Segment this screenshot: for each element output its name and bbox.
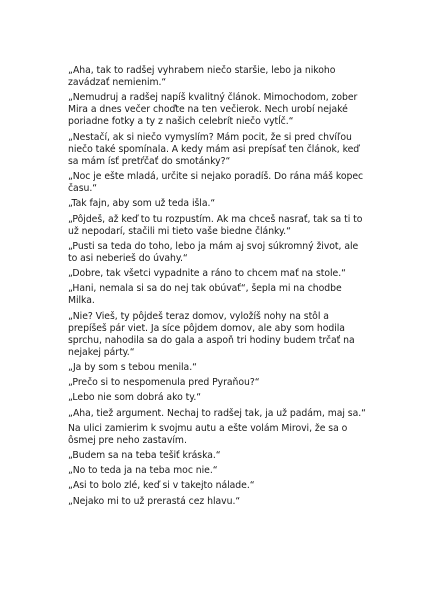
paragraph: „Prečo si to nespomenula pred Pyraňou?“ bbox=[68, 377, 260, 389]
paragraph: „Pôjdeš, až keď to tu rozpustím. Ak ma chceš nasrať, tak sa ti to už nepodarí, stačili mi tieto vaše biedne články.“ bbox=[68, 213, 363, 237]
paragraph: „Nemudruj a radšej napíš kvalitný článok. Mimochodom, zober Mira a dnes večer choďte na ten večierok. Nech urobí nejaké poriadne fotky a ty z našich celebrít niečo vytĺč.“ bbox=[68, 92, 358, 128]
paragraph: „Asi to bolo zlé, keď si v takejto nálade.“ bbox=[68, 480, 255, 492]
paragraph: „Aha, tiež argument. Nechaj to radšej tak, ja už padám, maj sa.“ bbox=[68, 407, 366, 419]
paragraph: „Lebo nie som dobrá ako ty.“ bbox=[68, 392, 202, 404]
paragraph: „Nestačí, ak si niečo vymyslím? Mám pocit, že si pred chvíľou niečo také spomínala. A kedy mám asi prepísať ten článok, keď sa mám ísť pretŕčať do smotánky?“ bbox=[68, 131, 360, 167]
paragraph: „Nejako mi to už prerastá cez hlavu.“ bbox=[68, 495, 241, 507]
paragraph: „Tak fajn, aby som už teda išla.“ bbox=[68, 198, 216, 210]
paragraph: „No to teda ja na teba moc nie.“ bbox=[68, 465, 218, 477]
paragraph: „Pusti sa teda do toho, lebo ja mám aj svoj súkromný život, ale to asi neberieš do úvahy.“ bbox=[68, 240, 359, 264]
paragraph: „Budem sa na teba tešiť kráska.“ bbox=[68, 450, 221, 462]
paragraph: „Ja by som s tebou menila.“ bbox=[68, 362, 197, 373]
paragraph: „Nie? Vieš, ty pôjdeš teraz domov, vyložíš nohy na stôl a prepíšeš pár viet. Ja síce pôjdem domov, ale aby som hodila sprchu, nahodila sa do gala a aspoň tri hodiny budem trčať na nejakej párty.“ bbox=[68, 310, 355, 358]
paragraph: Na ulici zamierim k svojmu autu a ešte volám Mirovi, že sa o ôsmej pre neho zastavím. bbox=[68, 422, 348, 446]
paragraph: „Noc je ešte mladá, určite si nejako poradíš. Do rána máš kopec času.“ bbox=[68, 171, 364, 195]
document-body bbox=[68, 65, 368, 511]
paragraph: „Aha, tak to radšej vyhrabem niečo staršie, lebo ja nikoho zavádzať nemienim.“ bbox=[68, 65, 336, 89]
paragraph: „Hani, nemala si sa do nej tak obúvať“, šepla mi na chodbe Milka. bbox=[68, 283, 342, 307]
paragraph: „Dobre, tak všetci vypadnite a ráno to chcem mať na stole.“ bbox=[68, 268, 346, 280]
